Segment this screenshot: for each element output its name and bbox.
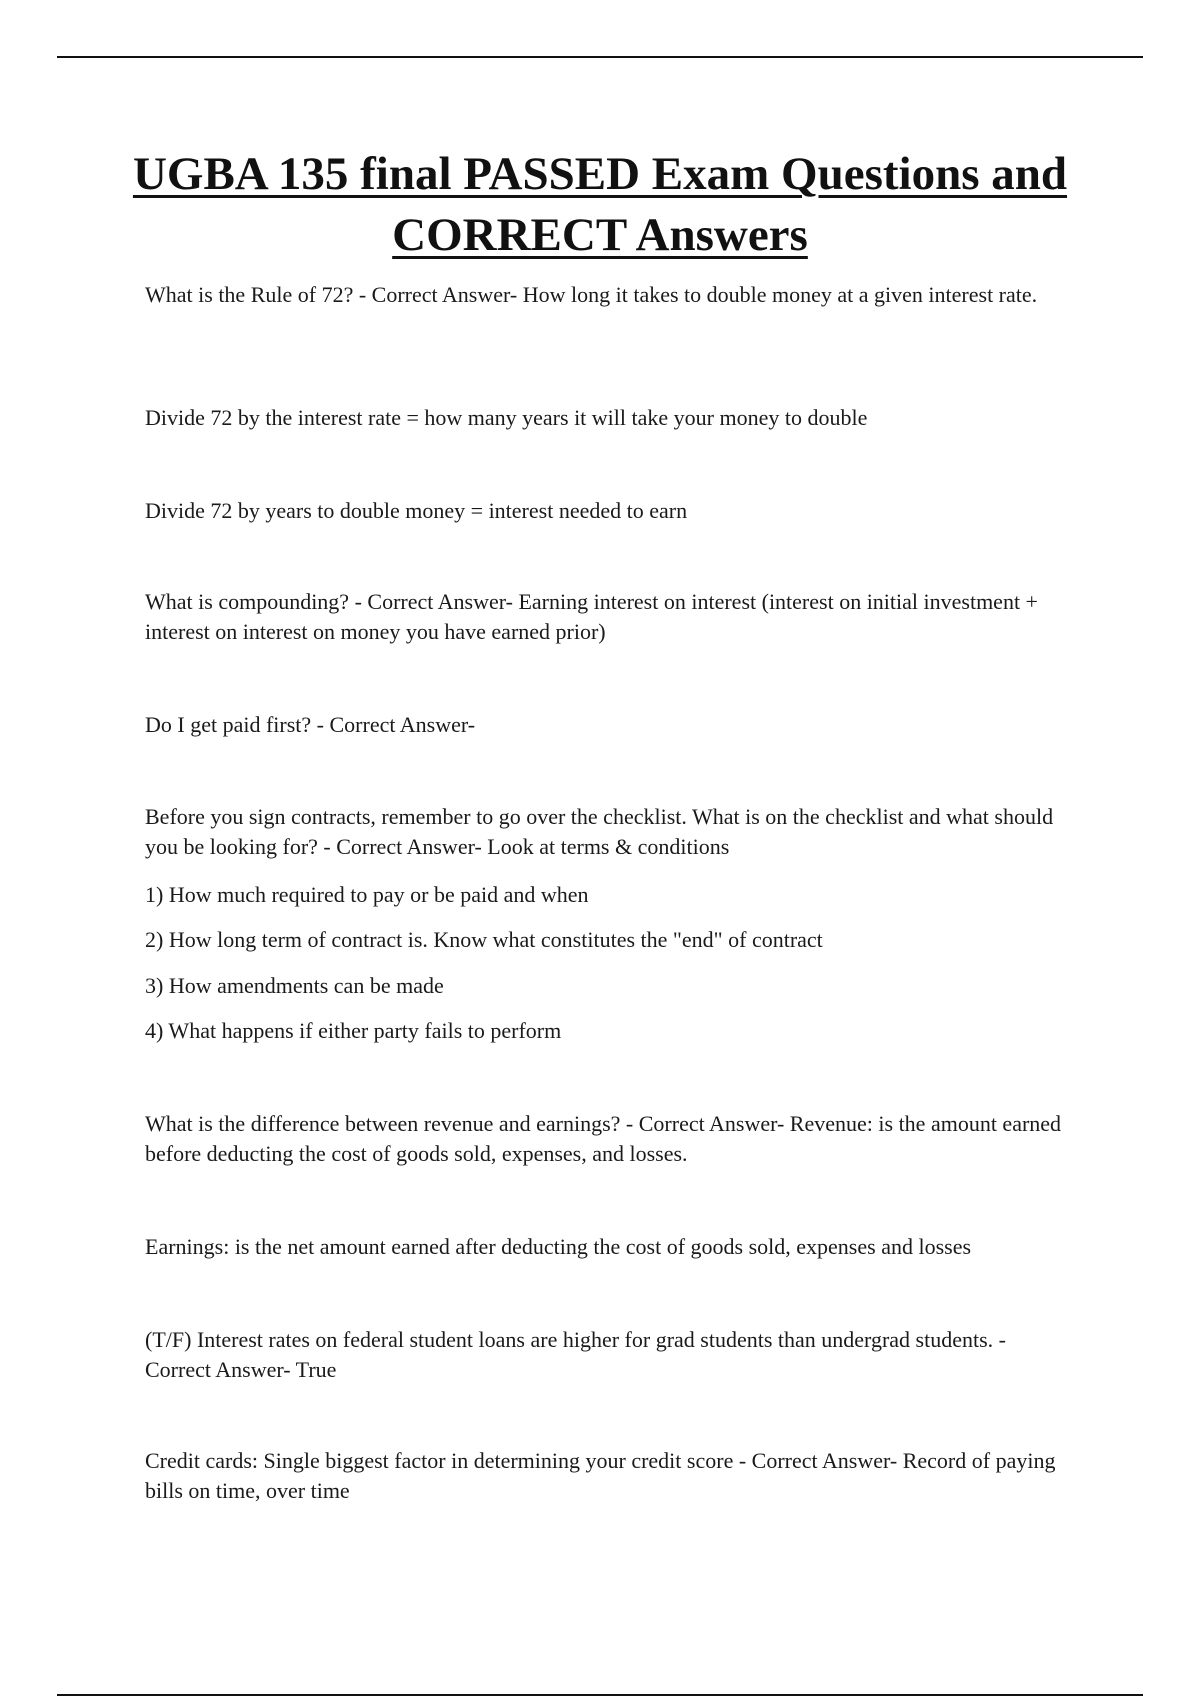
document-title: UGBA 135 final PASSED Exam Questions and CORRECT Answers — [132, 148, 1068, 261]
list-item-checklist-1: 1) How much required to pay or be paid and when — [145, 882, 589, 907]
paragraph-compounding: What is compounding? - Correct Answer- Earning interest on interest (interest on initial investment + interest on interest on money you have earned prior) — [145, 589, 1038, 644]
list-item-checklist-3: 3) How amendments can be made — [145, 973, 444, 998]
top-rule — [57, 56, 1143, 58]
paragraph-credit-score: Credit cards: Single biggest factor in determining your credit score - Correct Answer- Record of paying bills on time, over time — [145, 1448, 1056, 1503]
paragraph-earnings-definition: Earnings: is the net amount earned after deducting the cost of goods sold, expenses and losses — [145, 1234, 972, 1259]
bottom-rule — [57, 1694, 1143, 1696]
paragraph-paid-first: Do I get paid first? - Correct Answer- — [145, 712, 476, 737]
paragraph-contract-checklist: Before you sign contracts, remember to go over the checklist. What is on the checklist and what should you be looking for? - Correct Answer- Look at terms & conditions — [145, 804, 1054, 859]
paragraph-rule-of-72: What is the Rule of 72? - Correct Answer- How long it takes to double money at a given interest rate. — [145, 282, 1038, 307]
paragraph-divide-by-years: Divide 72 by years to double money = interest needed to earn — [145, 498, 688, 523]
list-item-checklist-4: 4) What happens if either party fails to perform — [145, 1018, 562, 1043]
paragraph-student-loans: (T/F) Interest rates on federal student loans are higher for grad students than undergrad students. - Correct Answer- True — [145, 1327, 1006, 1382]
list-item-checklist-2: 2) How long term of contract is. Know what constitutes the "end" of contract — [145, 927, 823, 952]
paragraph-divide-by-rate: Divide 72 by the interest rate = how many years it will take your money to double — [145, 405, 868, 430]
paragraph-revenue-vs-earnings: What is the difference between revenue and earnings? - Correct Answer- Revenue: is the amount earned before deducting the cost of goods sold, expenses, and losses. — [145, 1111, 1062, 1166]
